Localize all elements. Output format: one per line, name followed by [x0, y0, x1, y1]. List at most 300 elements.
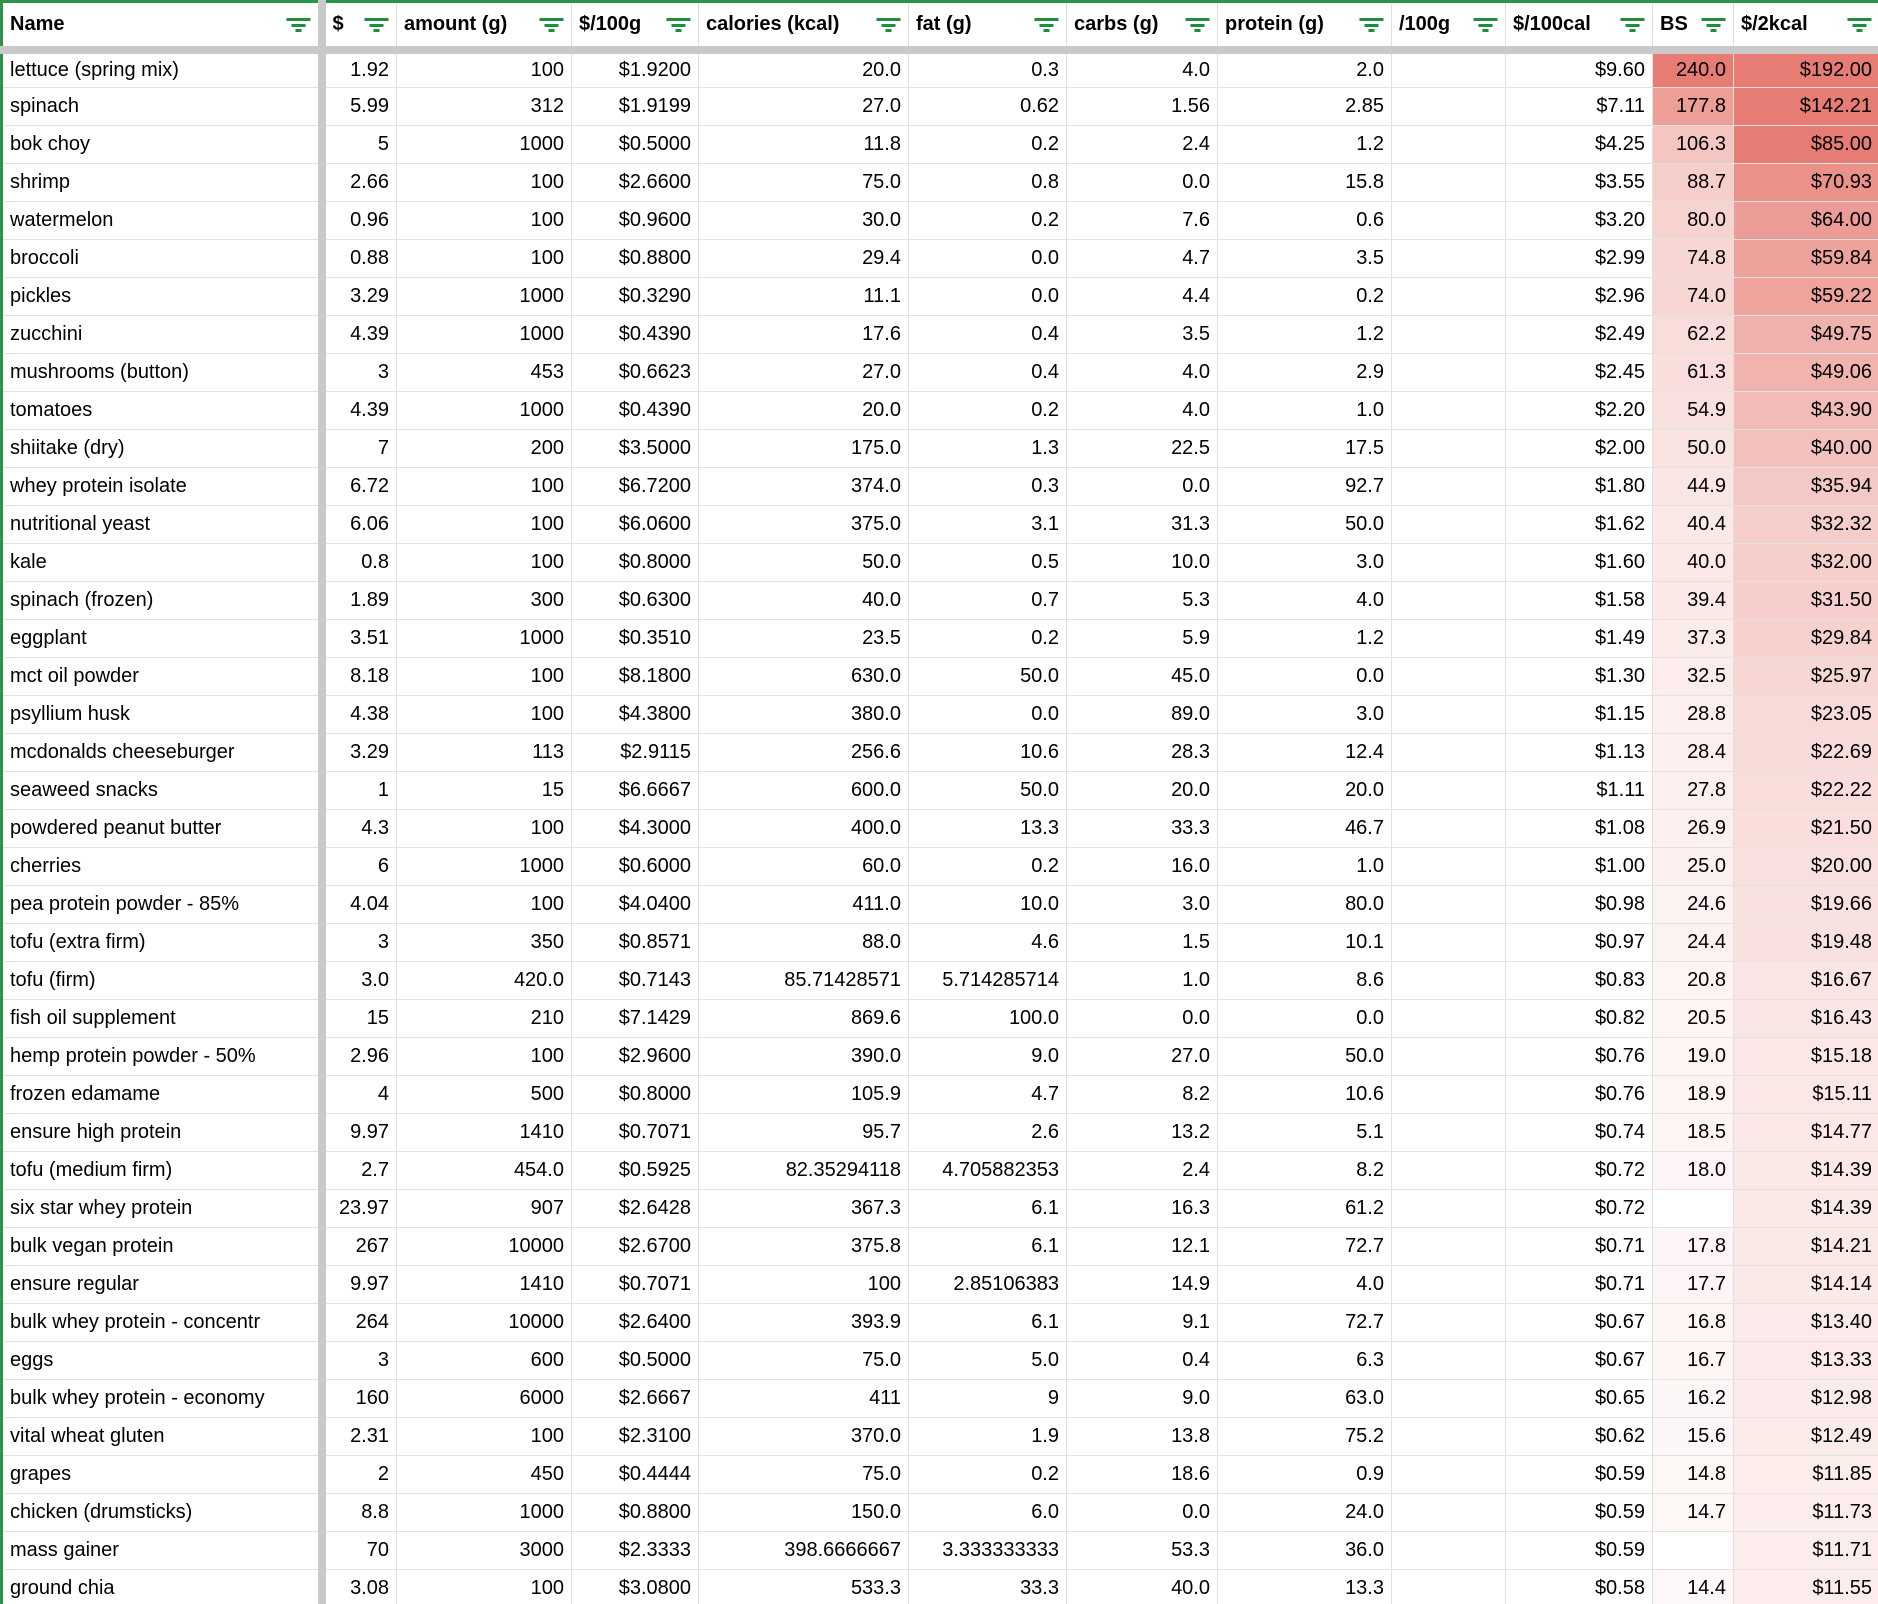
cell-calories[interactable]: 398.6666667 — [699, 1532, 909, 1570]
cell-calories[interactable]: 82.35294118 — [699, 1152, 909, 1190]
cell-fat[interactable]: 10.6 — [909, 734, 1067, 772]
cell-per2kcal[interactable]: $40.00 — [1734, 430, 1878, 468]
cell-price[interactable]: 8.18 — [322, 658, 397, 696]
cell-price[interactable]: 3 — [322, 354, 397, 392]
cell-amount[interactable]: 1000 — [397, 278, 572, 316]
cell-per2kcal[interactable]: $14.14 — [1734, 1266, 1878, 1304]
cell-fat[interactable]: 4.705882353 — [909, 1152, 1067, 1190]
cell-bs[interactable]: 106.3 — [1653, 126, 1734, 164]
cell-name[interactable]: seaweed snacks — [2, 772, 322, 810]
cell-per100g[interactable]: $0.7071 — [572, 1114, 699, 1152]
cell-name[interactable]: bulk whey protein - concentr — [2, 1304, 322, 1342]
cell-per2kcal[interactable]: $23.05 — [1734, 696, 1878, 734]
cell-fat[interactable]: 50.0 — [909, 658, 1067, 696]
cell-per100cal[interactable]: $1.11 — [1506, 772, 1653, 810]
cell-per100g[interactable]: $3.0800 — [572, 1570, 699, 1604]
cell-per100g[interactable]: $0.3290 — [572, 278, 699, 316]
cell-name[interactable]: mass gainer — [2, 1532, 322, 1570]
cell-protein[interactable]: 4.0 — [1218, 582, 1392, 620]
cell-carbs[interactable]: 16.3 — [1067, 1190, 1218, 1228]
cell-protein[interactable]: 1.2 — [1218, 316, 1392, 354]
cell-per100g[interactable]: $3.5000 — [572, 430, 699, 468]
cell-protein[interactable]: 17.5 — [1218, 430, 1392, 468]
cell-carbs[interactable]: 0.0 — [1067, 1494, 1218, 1532]
cell-slash100g[interactable] — [1392, 1456, 1506, 1494]
cell-slash100g[interactable] — [1392, 1152, 1506, 1190]
cell-bs[interactable]: 37.3 — [1653, 620, 1734, 658]
cell-fat[interactable]: 6.1 — [909, 1228, 1067, 1266]
cell-slash100g[interactable] — [1392, 810, 1506, 848]
cell-price[interactable]: 267 — [322, 1228, 397, 1266]
cell-bs[interactable] — [1653, 1190, 1734, 1228]
cell-calories[interactable]: 88.0 — [699, 924, 909, 962]
cell-bs[interactable]: 40.4 — [1653, 506, 1734, 544]
cell-price[interactable]: 3.29 — [322, 734, 397, 772]
cell-calories[interactable]: 50.0 — [699, 544, 909, 582]
cell-per100g[interactable]: $0.3510 — [572, 620, 699, 658]
cell-per100g[interactable]: $0.7071 — [572, 1266, 699, 1304]
cell-per100cal[interactable]: $1.30 — [1506, 658, 1653, 696]
cell-per2kcal[interactable]: $14.21 — [1734, 1228, 1878, 1266]
column-header-per100cal[interactable] — [1506, 2, 1653, 50]
cell-carbs[interactable]: 9.1 — [1067, 1304, 1218, 1342]
cell-price[interactable]: 2.31 — [322, 1418, 397, 1456]
cell-per100cal[interactable]: $1.58 — [1506, 582, 1653, 620]
cell-per2kcal[interactable]: $49.06 — [1734, 354, 1878, 392]
cell-protein[interactable]: 0.6 — [1218, 202, 1392, 240]
cell-per2kcal[interactable]: $19.48 — [1734, 924, 1878, 962]
cell-protein[interactable]: 2.85 — [1218, 88, 1392, 126]
cell-price[interactable]: 0.8 — [322, 544, 397, 582]
cell-per100cal[interactable]: $0.71 — [1506, 1228, 1653, 1266]
cell-bs[interactable]: 88.7 — [1653, 164, 1734, 202]
cell-bs[interactable]: 80.0 — [1653, 202, 1734, 240]
cell-amount[interactable]: 200 — [397, 430, 572, 468]
cell-per2kcal[interactable]: $19.66 — [1734, 886, 1878, 924]
cell-slash100g[interactable] — [1392, 430, 1506, 468]
cell-amount[interactable]: 1410 — [397, 1114, 572, 1152]
cell-per2kcal[interactable]: $11.85 — [1734, 1456, 1878, 1494]
cell-price[interactable]: 0.88 — [322, 240, 397, 278]
cell-protein[interactable]: 0.0 — [1218, 658, 1392, 696]
cell-calories[interactable]: 20.0 — [699, 50, 909, 88]
cell-calories[interactable]: 27.0 — [699, 354, 909, 392]
cell-amount[interactable]: 907 — [397, 1190, 572, 1228]
cell-amount[interactable]: 100 — [397, 240, 572, 278]
cell-amount[interactable]: 3000 — [397, 1532, 572, 1570]
cell-per100g[interactable]: $0.8800 — [572, 240, 699, 278]
name-filter-icon[interactable] — [286, 16, 311, 33]
cell-name[interactable]: spinach — [2, 88, 322, 126]
cell-calories[interactable]: 393.9 — [699, 1304, 909, 1342]
cell-slash100g[interactable] — [1392, 962, 1506, 1000]
cell-name[interactable]: powdered peanut butter — [2, 810, 322, 848]
cell-protein[interactable]: 0.9 — [1218, 1456, 1392, 1494]
cell-price[interactable]: 8.8 — [322, 1494, 397, 1532]
cell-slash100g[interactable] — [1392, 1228, 1506, 1266]
cell-price[interactable]: 1.92 — [322, 50, 397, 88]
cell-protein[interactable]: 10.1 — [1218, 924, 1392, 962]
cell-per2kcal[interactable]: $16.67 — [1734, 962, 1878, 1000]
cell-bs[interactable]: 54.9 — [1653, 392, 1734, 430]
cell-protein[interactable]: 92.7 — [1218, 468, 1392, 506]
cell-fat[interactable]: 0.62 — [909, 88, 1067, 126]
column-header-calories[interactable] — [699, 2, 909, 50]
cell-price[interactable]: 160 — [322, 1380, 397, 1418]
cell-carbs[interactable]: 4.0 — [1067, 354, 1218, 392]
cell-protein[interactable]: 12.4 — [1218, 734, 1392, 772]
cell-fat[interactable]: 0.2 — [909, 126, 1067, 164]
cell-calories[interactable]: 17.6 — [699, 316, 909, 354]
cell-fat[interactable]: 2.85106383 — [909, 1266, 1067, 1304]
per100cal-filter-icon[interactable] — [1620, 16, 1645, 33]
cell-per100cal[interactable]: $1.49 — [1506, 620, 1653, 658]
cell-price[interactable]: 9.97 — [322, 1114, 397, 1152]
cell-carbs[interactable]: 31.3 — [1067, 506, 1218, 544]
cell-fat[interactable]: 0.5 — [909, 544, 1067, 582]
cell-per2kcal[interactable]: $29.84 — [1734, 620, 1878, 658]
cell-name[interactable]: watermelon — [2, 202, 322, 240]
cell-name[interactable]: whey protein isolate — [2, 468, 322, 506]
cell-per100cal[interactable]: $0.82 — [1506, 1000, 1653, 1038]
cell-carbs[interactable]: 8.2 — [1067, 1076, 1218, 1114]
cell-slash100g[interactable] — [1392, 734, 1506, 772]
cell-protein[interactable]: 10.6 — [1218, 1076, 1392, 1114]
cell-calories[interactable]: 29.4 — [699, 240, 909, 278]
cell-amount[interactable]: 450 — [397, 1456, 572, 1494]
cell-slash100g[interactable] — [1392, 772, 1506, 810]
cell-calories[interactable]: 375.0 — [699, 506, 909, 544]
cell-amount[interactable]: 420.0 — [397, 962, 572, 1000]
cell-per2kcal[interactable]: $15.11 — [1734, 1076, 1878, 1114]
cell-protein[interactable]: 20.0 — [1218, 772, 1392, 810]
cell-slash100g[interactable] — [1392, 658, 1506, 696]
cell-calories[interactable]: 27.0 — [699, 88, 909, 126]
cell-amount[interactable]: 1000 — [397, 620, 572, 658]
cell-per100g[interactable]: $0.4390 — [572, 316, 699, 354]
cell-price[interactable]: 4 — [322, 1076, 397, 1114]
cell-fat[interactable]: 9.0 — [909, 1038, 1067, 1076]
cell-per100cal[interactable]: $0.58 — [1506, 1570, 1653, 1604]
cell-protein[interactable]: 15.8 — [1218, 164, 1392, 202]
cell-per2kcal[interactable]: $22.22 — [1734, 772, 1878, 810]
cell-bs[interactable]: 28.4 — [1653, 734, 1734, 772]
cell-bs[interactable]: 20.5 — [1653, 1000, 1734, 1038]
cell-carbs[interactable]: 33.3 — [1067, 810, 1218, 848]
cell-name[interactable]: tofu (medium firm) — [2, 1152, 322, 1190]
cell-per2kcal[interactable]: $14.77 — [1734, 1114, 1878, 1152]
cell-calories[interactable]: 100 — [699, 1266, 909, 1304]
cell-amount[interactable]: 100 — [397, 50, 572, 88]
cell-calories[interactable]: 411 — [699, 1380, 909, 1418]
cell-carbs[interactable]: 2.4 — [1067, 126, 1218, 164]
cell-amount[interactable]: 100 — [397, 506, 572, 544]
cell-fat[interactable]: 0.0 — [909, 240, 1067, 278]
cell-name[interactable]: mct oil powder — [2, 658, 322, 696]
cell-price[interactable]: 264 — [322, 1304, 397, 1342]
cell-amount[interactable]: 100 — [397, 1038, 572, 1076]
cell-per100g[interactable]: $2.6667 — [572, 1380, 699, 1418]
cell-bs[interactable]: 14.8 — [1653, 1456, 1734, 1494]
cell-fat[interactable]: 6.0 — [909, 1494, 1067, 1532]
cell-per2kcal[interactable]: $49.75 — [1734, 316, 1878, 354]
cell-per100g[interactable]: $1.9199 — [572, 88, 699, 126]
cell-name[interactable]: shiitake (dry) — [2, 430, 322, 468]
cell-per2kcal[interactable]: $32.00 — [1734, 544, 1878, 582]
cell-protein[interactable]: 0.0 — [1218, 1000, 1392, 1038]
cell-price[interactable]: 2.96 — [322, 1038, 397, 1076]
cell-calories[interactable]: 105.9 — [699, 1076, 909, 1114]
cell-name[interactable]: hemp protein powder - 50% — [2, 1038, 322, 1076]
cell-bs[interactable]: 24.6 — [1653, 886, 1734, 924]
cell-bs[interactable]: 18.5 — [1653, 1114, 1734, 1152]
cell-per100g[interactable]: $0.4444 — [572, 1456, 699, 1494]
cell-per2kcal[interactable]: $15.18 — [1734, 1038, 1878, 1076]
cell-bs[interactable]: 44.9 — [1653, 468, 1734, 506]
cell-fat[interactable]: 9 — [909, 1380, 1067, 1418]
cell-fat[interactable]: 0.4 — [909, 354, 1067, 392]
cell-per2kcal[interactable]: $21.50 — [1734, 810, 1878, 848]
cell-price[interactable]: 3.08 — [322, 1570, 397, 1604]
cell-amount[interactable]: 500 — [397, 1076, 572, 1114]
cell-slash100g[interactable] — [1392, 1038, 1506, 1076]
cell-per100cal[interactable]: $0.59 — [1506, 1532, 1653, 1570]
cell-per2kcal[interactable]: $20.00 — [1734, 848, 1878, 886]
cell-per100g[interactable]: $0.8000 — [572, 544, 699, 582]
cell-per2kcal[interactable]: $32.32 — [1734, 506, 1878, 544]
cell-fat[interactable]: 100.0 — [909, 1000, 1067, 1038]
cell-name[interactable]: lettuce (spring mix) — [2, 50, 322, 88]
cell-amount[interactable]: 100 — [397, 544, 572, 582]
cell-fat[interactable]: 13.3 — [909, 810, 1067, 848]
cell-per100cal[interactable]: $0.74 — [1506, 1114, 1653, 1152]
cell-name[interactable]: six star whey protein — [2, 1190, 322, 1228]
cell-slash100g[interactable] — [1392, 1114, 1506, 1152]
cell-name[interactable]: grapes — [2, 1456, 322, 1494]
cell-calories[interactable]: 411.0 — [699, 886, 909, 924]
cell-carbs[interactable]: 20.0 — [1067, 772, 1218, 810]
cell-price[interactable]: 3.29 — [322, 278, 397, 316]
cell-per100cal[interactable]: $0.98 — [1506, 886, 1653, 924]
cell-per100cal[interactable]: $7.11 — [1506, 88, 1653, 126]
cell-name[interactable]: eggs — [2, 1342, 322, 1380]
cell-price[interactable]: 4.38 — [322, 696, 397, 734]
cell-slash100g[interactable] — [1392, 88, 1506, 126]
cell-carbs[interactable]: 13.2 — [1067, 1114, 1218, 1152]
cell-calories[interactable]: 40.0 — [699, 582, 909, 620]
cell-fat[interactable]: 0.2 — [909, 202, 1067, 240]
cell-protein[interactable]: 61.2 — [1218, 1190, 1392, 1228]
cell-protein[interactable]: 3.5 — [1218, 240, 1392, 278]
cell-carbs[interactable]: 16.0 — [1067, 848, 1218, 886]
cell-name[interactable]: shrimp — [2, 164, 322, 202]
cell-protein[interactable]: 3.0 — [1218, 696, 1392, 734]
cell-protein[interactable]: 1.0 — [1218, 848, 1392, 886]
cell-slash100g[interactable] — [1392, 278, 1506, 316]
cell-fat[interactable]: 5.0 — [909, 1342, 1067, 1380]
cell-amount[interactable]: 100 — [397, 658, 572, 696]
cell-per100g[interactable]: $2.3100 — [572, 1418, 699, 1456]
cell-carbs[interactable]: 0.4 — [1067, 1342, 1218, 1380]
cell-per100cal[interactable]: $0.97 — [1506, 924, 1653, 962]
cell-per2kcal[interactable]: $25.97 — [1734, 658, 1878, 696]
cell-calories[interactable]: 20.0 — [699, 392, 909, 430]
cell-per100cal[interactable]: $2.00 — [1506, 430, 1653, 468]
cell-fat[interactable]: 2.6 — [909, 1114, 1067, 1152]
cell-calories[interactable]: 375.8 — [699, 1228, 909, 1266]
cell-slash100g[interactable] — [1392, 354, 1506, 392]
cell-carbs[interactable]: 3.5 — [1067, 316, 1218, 354]
cell-bs[interactable]: 40.0 — [1653, 544, 1734, 582]
cell-bs[interactable]: 19.0 — [1653, 1038, 1734, 1076]
cell-bs[interactable]: 27.8 — [1653, 772, 1734, 810]
cell-slash100g[interactable] — [1392, 1076, 1506, 1114]
cell-per100cal[interactable]: $0.72 — [1506, 1152, 1653, 1190]
cell-amount[interactable]: 300 — [397, 582, 572, 620]
cell-calories[interactable]: 630.0 — [699, 658, 909, 696]
cell-per2kcal[interactable]: $35.94 — [1734, 468, 1878, 506]
cell-per100g[interactable]: $2.6700 — [572, 1228, 699, 1266]
cell-fat[interactable]: 0.0 — [909, 696, 1067, 734]
cell-per2kcal[interactable]: $14.39 — [1734, 1190, 1878, 1228]
cell-bs[interactable]: 74.0 — [1653, 278, 1734, 316]
cell-fat[interactable]: 0.2 — [909, 848, 1067, 886]
cell-price[interactable]: 3.0 — [322, 962, 397, 1000]
cell-carbs[interactable]: 14.9 — [1067, 1266, 1218, 1304]
cell-per100g[interactable]: $7.1429 — [572, 1000, 699, 1038]
cell-per100cal[interactable]: $0.76 — [1506, 1076, 1653, 1114]
cell-per100cal[interactable]: $0.67 — [1506, 1342, 1653, 1380]
cell-per2kcal[interactable]: $12.49 — [1734, 1418, 1878, 1456]
cell-carbs[interactable]: 53.3 — [1067, 1532, 1218, 1570]
cell-protein[interactable]: 2.9 — [1218, 354, 1392, 392]
cell-calories[interactable]: 23.5 — [699, 620, 909, 658]
cell-calories[interactable]: 370.0 — [699, 1418, 909, 1456]
cell-carbs[interactable]: 3.0 — [1067, 886, 1218, 924]
cell-amount[interactable]: 100 — [397, 164, 572, 202]
cell-bs[interactable]: 14.7 — [1653, 1494, 1734, 1532]
cell-carbs[interactable]: 1.5 — [1067, 924, 1218, 962]
cell-per2kcal[interactable]: $85.00 — [1734, 126, 1878, 164]
cell-carbs[interactable]: 5.3 — [1067, 582, 1218, 620]
cell-fat[interactable]: 0.3 — [909, 50, 1067, 88]
cell-name[interactable]: psyllium husk — [2, 696, 322, 734]
cell-calories[interactable]: 30.0 — [699, 202, 909, 240]
cell-per100g[interactable]: $0.4390 — [572, 392, 699, 430]
cell-calories[interactable]: 150.0 — [699, 1494, 909, 1532]
cell-per2kcal[interactable]: $11.55 — [1734, 1570, 1878, 1604]
cell-calories[interactable]: 367.3 — [699, 1190, 909, 1228]
column-header-per2kcal[interactable] — [1734, 2, 1878, 50]
cell-name[interactable]: tofu (firm) — [2, 962, 322, 1000]
cell-calories[interactable]: 374.0 — [699, 468, 909, 506]
cell-calories[interactable]: 75.0 — [699, 1342, 909, 1380]
cell-slash100g[interactable] — [1392, 468, 1506, 506]
cell-price[interactable]: 2.66 — [322, 164, 397, 202]
cell-calories[interactable]: 11.1 — [699, 278, 909, 316]
cell-bs[interactable]: 18.0 — [1653, 1152, 1734, 1190]
cell-per100cal[interactable]: $0.62 — [1506, 1418, 1653, 1456]
cell-price[interactable]: 4.3 — [322, 810, 397, 848]
cell-per100g[interactable]: $0.8000 — [572, 1076, 699, 1114]
cell-per2kcal[interactable]: $59.22 — [1734, 278, 1878, 316]
cell-protein[interactable]: 24.0 — [1218, 1494, 1392, 1532]
per2kcal-filter-icon[interactable] — [1847, 16, 1872, 33]
cell-per100cal[interactable]: $2.45 — [1506, 354, 1653, 392]
cell-slash100g[interactable] — [1392, 924, 1506, 962]
cell-name[interactable]: broccoli — [2, 240, 322, 278]
cell-per100cal[interactable]: $2.20 — [1506, 392, 1653, 430]
cell-protein[interactable]: 80.0 — [1218, 886, 1392, 924]
cell-slash100g[interactable] — [1392, 1266, 1506, 1304]
cell-slash100g[interactable] — [1392, 126, 1506, 164]
cell-protein[interactable]: 72.7 — [1218, 1304, 1392, 1342]
cell-per100g[interactable]: $0.8571 — [572, 924, 699, 962]
cell-slash100g[interactable] — [1392, 316, 1506, 354]
cell-protein[interactable]: 5.1 — [1218, 1114, 1392, 1152]
cell-amount[interactable]: 1000 — [397, 126, 572, 164]
cell-fat[interactable]: 3.333333333 — [909, 1532, 1067, 1570]
cell-name[interactable]: fish oil supplement — [2, 1000, 322, 1038]
cell-amount[interactable]: 1000 — [397, 316, 572, 354]
cell-protein[interactable]: 36.0 — [1218, 1532, 1392, 1570]
protein-filter-icon[interactable] — [1359, 16, 1384, 33]
cell-fat[interactable]: 0.2 — [909, 392, 1067, 430]
cell-name[interactable]: spinach (frozen) — [2, 582, 322, 620]
cell-price[interactable]: 2.7 — [322, 1152, 397, 1190]
cell-per100g[interactable]: $0.6623 — [572, 354, 699, 392]
cell-fat[interactable]: 4.7 — [909, 1076, 1067, 1114]
cell-amount[interactable]: 210 — [397, 1000, 572, 1038]
cell-name[interactable]: kale — [2, 544, 322, 582]
cell-fat[interactable]: 33.3 — [909, 1570, 1067, 1604]
fat-filter-icon[interactable] — [1034, 16, 1059, 33]
cell-fat[interactable]: 5.714285714 — [909, 962, 1067, 1000]
cell-protein[interactable]: 0.2 — [1218, 278, 1392, 316]
cell-name[interactable]: pea protein powder - 85% — [2, 886, 322, 924]
cell-carbs[interactable]: 7.6 — [1067, 202, 1218, 240]
cell-protein[interactable]: 63.0 — [1218, 1380, 1392, 1418]
cell-price[interactable]: 1.89 — [322, 582, 397, 620]
cell-carbs[interactable]: 28.3 — [1067, 734, 1218, 772]
cell-bs[interactable]: 50.0 — [1653, 430, 1734, 468]
cell-name[interactable]: zucchini — [2, 316, 322, 354]
slash100g-filter-icon[interactable] — [1473, 16, 1498, 33]
cell-fat[interactable]: 0.0 — [909, 278, 1067, 316]
cell-name[interactable]: ensure regular — [2, 1266, 322, 1304]
cell-name[interactable]: ground chia — [2, 1570, 322, 1604]
cell-bs[interactable]: 62.2 — [1653, 316, 1734, 354]
cell-per100cal[interactable]: $3.20 — [1506, 202, 1653, 240]
cell-name[interactable]: pickles — [2, 278, 322, 316]
cell-per100cal[interactable]: $1.15 — [1506, 696, 1653, 734]
cell-carbs[interactable]: 1.0 — [1067, 962, 1218, 1000]
cell-amount[interactable]: 454.0 — [397, 1152, 572, 1190]
cell-amount[interactable]: 1000 — [397, 392, 572, 430]
cell-per100g[interactable]: $2.6600 — [572, 164, 699, 202]
cell-protein[interactable]: 8.6 — [1218, 962, 1392, 1000]
cell-slash100g[interactable] — [1392, 1570, 1506, 1604]
cell-name[interactable]: ensure high protein — [2, 1114, 322, 1152]
cell-fat[interactable]: 0.2 — [909, 620, 1067, 658]
cell-amount[interactable]: 1000 — [397, 1494, 572, 1532]
cell-per2kcal[interactable]: $59.84 — [1734, 240, 1878, 278]
cell-carbs[interactable]: 4.0 — [1067, 392, 1218, 430]
column-header-fat[interactable] — [909, 2, 1067, 50]
cell-carbs[interactable]: 0.0 — [1067, 164, 1218, 202]
cell-per2kcal[interactable]: $64.00 — [1734, 202, 1878, 240]
cell-carbs[interactable]: 0.0 — [1067, 468, 1218, 506]
